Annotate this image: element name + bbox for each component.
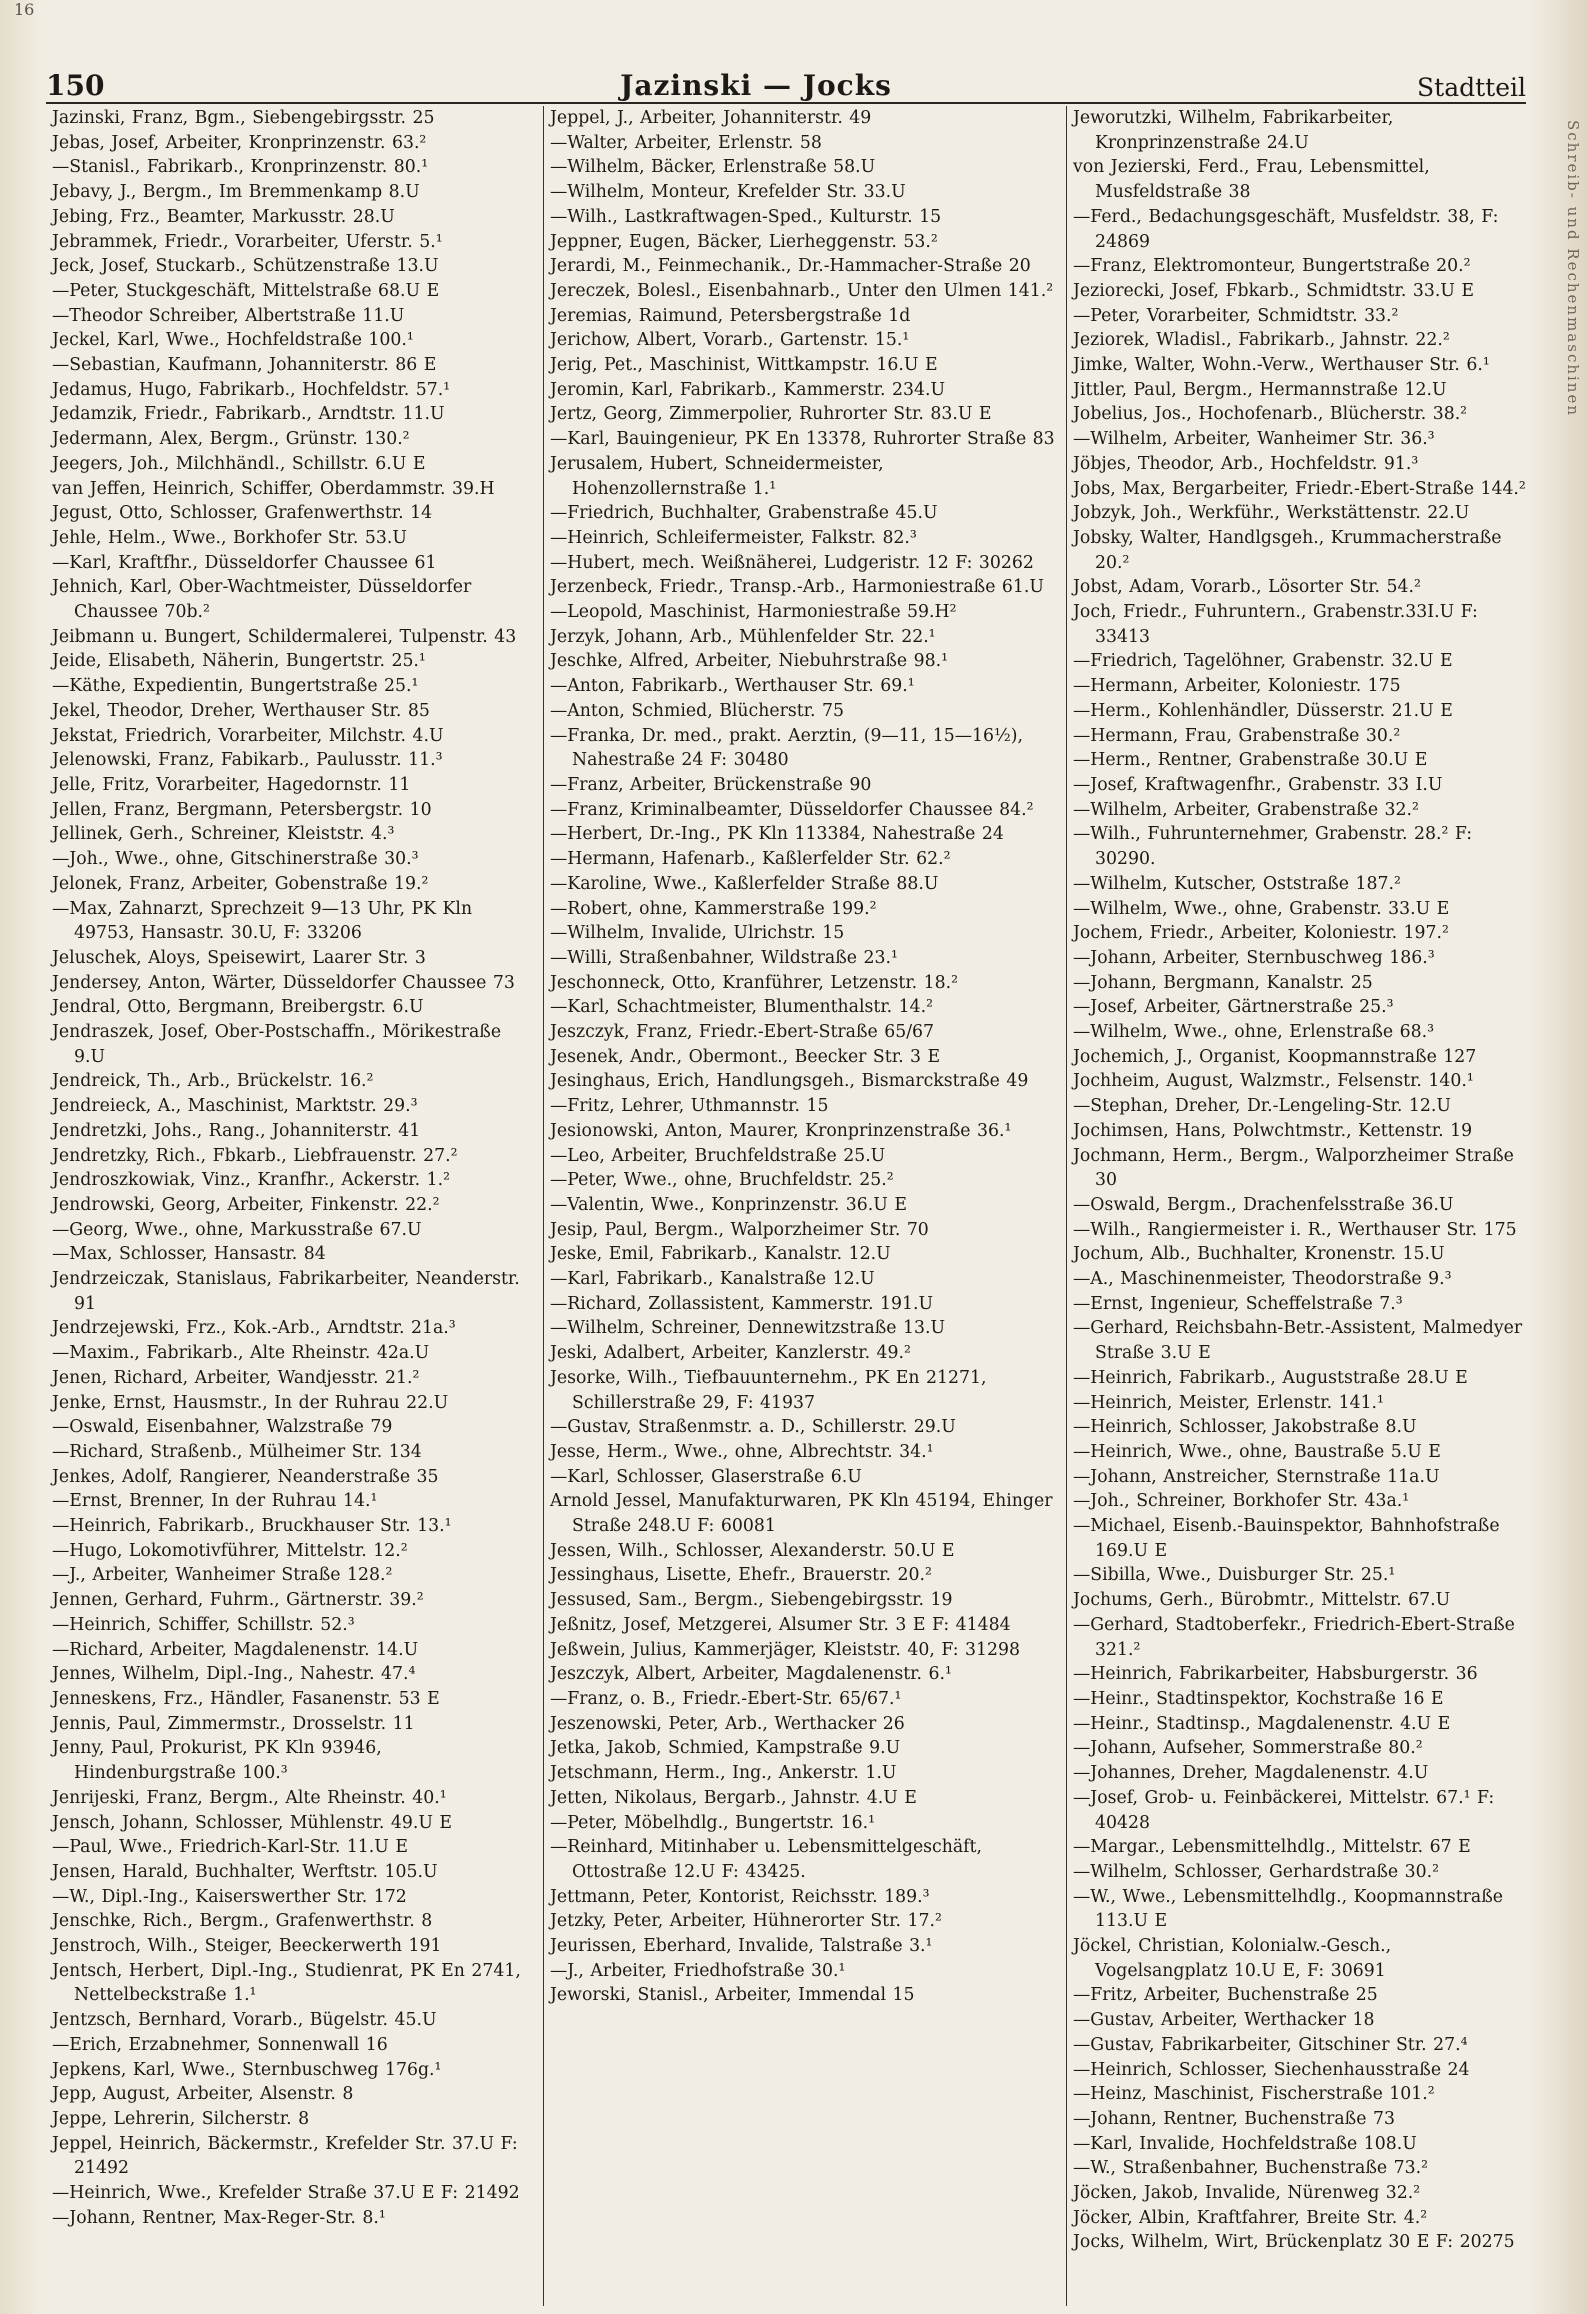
directory-entry: Jochmann, Herm., Bergm., Walporzheimer Straße 30 (1073, 1145, 1514, 1191)
column-right (1066, 106, 1536, 2306)
directory-entry: Jeremias, Raimund, Petersbergstraße 1d (550, 305, 911, 326)
directory-entry: —Friedrich, Buchhalter, Grabenstraße 45.U (550, 503, 938, 524)
section-label: Stadtteil (1417, 73, 1526, 102)
directory-entry: Jessinghaus, Lisette, Ehefr., Brauerstr. 20.² (550, 1565, 932, 1586)
directory-entry: Jegust, Otto, Schlosser, Grafenwerthstr. 14 (52, 503, 433, 524)
page-header (46, 62, 1526, 104)
directory-entry: —Theodor Schreiber, Albertstraße 11.U (52, 305, 405, 326)
directory-entry: Jereczek, Bolesl., Eisenbahnarb., Unter den Ulmen 141.² (550, 280, 1054, 301)
directory-entry: Jerichow, Albert, Vorarb., Gartenstr. 15.¹ (550, 330, 910, 351)
directory-entry: Jendretzky, Rich., Fbkarb., Liebfrauenstr. 27.² (52, 1145, 458, 1166)
directory-entry: Jeszczyk, Albert, Arbeiter, Magdalenenstr. 6.¹ (550, 1664, 952, 1685)
directory-entry: —Johann, Anstreicher, Sternstraße 11a.U (1073, 1466, 1440, 1487)
directory-entry: Jöbjes, Theodor, Arb., Hochfeldstr. 91.³ (1073, 453, 1419, 474)
directory-entry: —Käthe, Expedientin, Bungertstraße 25.¹ (52, 676, 419, 697)
directory-entry: van Jeffen, Heinrich, Schiffer, Oberdammstr. 39.H (52, 478, 495, 499)
directory-entry: —Gustav, Arbeiter, Werthacker 18 (1073, 2010, 1375, 2031)
directory-entry: Jeschke, Alfred, Arbeiter, Niebuhrstraße 98.¹ (550, 651, 949, 672)
directory-entry: —Franz, Kriminalbeamter, Düsseldorfer Chaussee 84.² (550, 799, 1034, 820)
directory-entry: Jeckel, Karl, Wwe., Hochfeldstraße 100.¹ (52, 330, 414, 351)
directory-entry: Jeide, Elisabeth, Näherin, Bungertstr. 25.¹ (52, 651, 426, 672)
directory-entry: Jeck, Josef, Stuckarb., Schützenstraße 13.U (52, 256, 439, 277)
directory-entry: Jobsky, Walter, Handlgsgeh., Krummacherstraße 20.² (1073, 527, 1502, 573)
directory-entry: —Johann, Rentner, Buchenstraße 73 (1073, 2108, 1395, 2129)
directory-entry: Jeworski, Stanisl., Arbeiter, Immendal 15 (550, 1985, 915, 2006)
directory-entry: —Heinrich, Schlosser, Jakobstraße 8.U (1073, 1417, 1417, 1438)
directory-entry: Jöcker, Albin, Kraftfahrer, Breite Str. 4.² (1073, 2207, 1428, 2228)
directory-entry: Jochem, Friedr., Arbeiter, Koloniestr. 197.² (1073, 923, 1449, 944)
directory-entry: —Franz, o. B., Friedr.-Ebert-Str. 65/67.¹ (550, 1689, 902, 1709)
directory-entry: Jetten, Nikolaus, Bergarb., Jahnstr. 4.U E (550, 1787, 917, 1808)
directory-entry: Jendrzeiczak, Stanislaus, Fabrikarbeiter, Neanderstr. 91 (52, 1269, 520, 1314)
directory-entry: —Heinrich, Meister, Erlenstr. 141.¹ (1073, 1392, 1384, 1413)
directory-entry: —W., Wwe., Lebensmittelhdlg., Koopmannstraße 113.U E (1073, 1886, 1503, 1932)
directory-entry: Jehnich, Karl, Ober-Wachtmeister, Düsseldorfer Chaussee 70b.² (52, 577, 472, 623)
directory-entry: Jeziorek, Wladisl., Fabrikarb., Jahnstr. 22.² (1073, 330, 1450, 351)
directory-entry: —Maxim., Fabrikarb., Alte Rheinstr. 42a.U (52, 1343, 430, 1364)
directory-entry: —Gustav, Fabrikarbeiter, Gitschiner Str. 27.⁴ (1073, 2034, 1468, 2055)
directory-entry: Jeworutzki, Wilhelm, Fabrikarbeiter, Kronprinzenstraße 24.U (1073, 108, 1394, 153)
directory-entry: Jendraszek, Josef, Ober-Postschaffn., Mörikestraße 9.U (52, 1022, 502, 1067)
directory-entry: Jessused, Sam., Bergm., Siebengebirgsstr. 19 (550, 1590, 953, 1611)
directory-entry: —Joh., Wwe., ohne, Gitschinerstraße 30.³ (52, 849, 419, 870)
directory-entry: —Hubert, mech. Weißnäherei, Ludgeristr. 12 F: 30262 (550, 552, 1034, 573)
directory-entry: —Karl, Kraftfhr., Düsseldorfer Chaussee 61 (52, 552, 437, 573)
directory-entry: —Willi, Straßenbahner, Wildstraße 23.¹ (550, 947, 898, 968)
directory-entry: Jessen, Wilh., Schlosser, Alexanderstr. 50.U E (550, 1540, 955, 1561)
directory-entry: —Georg, Wwe., ohne, Markusstraße 67.U (52, 1219, 422, 1240)
directory-entry: —Johann, Aufseher, Sommerstraße 80.² (1073, 1738, 1423, 1759)
directory-entry: —Herbert, Dr.-Ing., PK Kln 113384, Nahestraße 24 (550, 824, 1004, 845)
column-middle (543, 106, 1066, 2306)
directory-entry: Jenneskens, Frz., Händler, Fasanenstr. 53 E (52, 1689, 440, 1709)
directory-entry: Jeibmann u. Bungert, Schildermalerei, Tulpenstr. 43 (52, 626, 517, 647)
directory-entry: Jeski, Adalbert, Arbeiter, Kanzlerstr. 49.² (550, 1343, 911, 1364)
directory-entry: —Heinrich, Schlosser, Siechenhausstraße 24 (1073, 2059, 1470, 2080)
directory-entry: —Hermann, Hafenarb., Kaßlerfelder Str. 62.² (550, 849, 951, 870)
directory-entry: Jehle, Helm., Wwe., Borkhofer Str. 53.U (52, 527, 407, 548)
directory-entry: —Stanisl., Fabrikarb., Kronprinzenstr. 80.¹ (52, 157, 429, 178)
directory-entry: Jentzsch, Bernhard, Vorarb., Bügelstr. 45.U (52, 2010, 437, 2031)
directory-entry: —Johann, Arbeiter, Sternbuschweg 186.³ (1073, 947, 1435, 968)
directory-entry: —J., Arbeiter, Friedhofstraße 30.¹ (550, 1960, 846, 1981)
directory-entry: Jellinek, Gerh., Schreiner, Kleiststr. 4.³ (52, 824, 395, 845)
directory-entry: Jochimsen, Hans, Polwchtmstr., Kettenstr. 19 (1073, 1120, 1473, 1141)
directory-entry: Jeluschek, Aloys, Speisewirt, Laarer Str. 3 (52, 947, 426, 968)
directory-entry: Jobs, Max, Bergarbeiter, Friedr.-Ebert-Straße 144.² (1073, 478, 1526, 499)
directory-entry: Jebrammek, Friedr., Vorarbeiter, Uferstr. 5.¹ (52, 231, 443, 252)
directory-entry: Jeziorecki, Josef, Fbkarb., Schmidtstr. 33.U E (1073, 280, 1475, 301)
directory-entry: Jenny, Paul, Prokurist, PK Kln 93946, Hindenburgstraße 100.³ (52, 1738, 382, 1784)
directory-entry: —Karl, Schlosser, Glaserstraße 6.U (550, 1466, 862, 1487)
directory-entry: —Richard, Arbeiter, Magdalenenstr. 14.U (52, 1639, 419, 1660)
directory-entry: —Leopold, Maschinist, Harmoniestraße 59.H² (550, 602, 957, 623)
directory-entry: von Jezierski, Ferd., Frau, Lebensmittel, Musfeldstraße 38 (1073, 157, 1430, 203)
directory-entry: Jelle, Fritz, Vorarbeiter, Hagedornstr. 11 (52, 774, 411, 795)
directory-entry: Jeßnitz, Josef, Metzgerei, Alsumer Str. 3 E F: 41484 (550, 1614, 1011, 1635)
directory-entry: —Anton, Schmied, Blücherstr. 75 (550, 700, 844, 721)
directory-entry: Jendrzejewski, Frz., Kok.-Arb., Arndtstr. 21a.³ (52, 1318, 456, 1339)
directory-entry: Jochheim, August, Walzmstr., Felsenstr. 140.¹ (1073, 1071, 1474, 1092)
directory-columns (46, 106, 1536, 2306)
directory-entry: Jetschmann, Herm., Ing., Ankerstr. 1.U (550, 1763, 897, 1784)
directory-entry: —Sibilla, Wwe., Duisburger Str. 25.¹ (1073, 1565, 1396, 1586)
directory-entry: Jetka, Jakob, Schmied, Kampstraße 9.U (550, 1738, 901, 1759)
directory-entry: Jensen, Harald, Buchhalter, Werftstr. 105.U (52, 1861, 438, 1882)
directory-entry: Jenke, Ernst, Hausmstr., In der Ruhrau 22.U (52, 1392, 449, 1413)
directory-entry: —Karl, Fabrikarb., Kanalstraße 12.U (550, 1269, 875, 1290)
directory-entry: Jenschke, Rich., Bergm., Grafenwerthstr. 8 (52, 1911, 433, 1932)
directory-entry: Jepp, August, Arbeiter, Alsenstr. 8 (52, 2084, 354, 2105)
directory-entry: —Johann, Rentner, Max-Reger-Str. 8.¹ (52, 2207, 386, 2228)
directory-entry: —Gustav, Straßenmstr. a. D., Schillerstr. 29.U (550, 1417, 956, 1438)
directory-entry: —Wilhelm, Invalide, Ulrichstr. 15 (550, 923, 845, 944)
directory-entry: Jöcken, Jakob, Invalide, Nürenweg 32.² (1073, 2183, 1421, 2204)
directory-entry: —Anton, Fabrikarb., Werthauser Str. 69.¹ (550, 676, 915, 697)
directory-entry: Jeromin, Karl, Fabrikarb., Kammerstr. 234.U (550, 379, 946, 400)
directory-entry: —Heinrich, Fabrikarb., Bruckhauser Str. 13.¹ (52, 1516, 452, 1537)
directory-entry: Jesenek, Andr., Obermont., Beecker Str. 3 E (550, 1046, 941, 1067)
page-edge-print: Schreib- und Rechenmaschinen (1564, 120, 1582, 418)
directory-entry: —Fritz, Arbeiter, Buchenstraße 25 (1073, 1985, 1378, 2006)
directory-entry: Jeppel, J., Arbeiter, Johanniterstr. 49 (550, 108, 872, 128)
directory-entry: —Gerhard, Stadtoberfekr., Friedrich-Ebert-Straße 321.² (1073, 1614, 1515, 1660)
directory-entry: —Johannes, Dreher, Magdalenenstr. 4.U (1073, 1763, 1429, 1784)
directory-entry: Jendretzki, Johs., Rang., Johanniterstr. 41 (52, 1120, 421, 1141)
directory-entry: Jertz, Georg, Zimmerpolier, Ruhrorter Str. 83.U E (550, 404, 992, 425)
directory-entry: Jeszczyk, Franz, Friedr.-Ebert-Straße 65/67 (550, 1022, 935, 1043)
directory-entry: —Gerhard, Reichsbahn-Betr.-Assistent, Malmedyer Straße 3.U E (1073, 1318, 1523, 1364)
directory-entry: —Hermann, Frau, Grabenstraße 30.² (1073, 725, 1401, 746)
directory-entry: Jochums, Gerh., Bürobmtr., Mittelstr. 67.U (1073, 1590, 1451, 1611)
directory-entry: Jenen, Richard, Arbeiter, Wandjesstr. 21.² (52, 1367, 420, 1388)
directory-entry: Jerusalem, Hubert, Schneidermeister, Hohenzollernstraße 1.¹ (550, 453, 884, 499)
directory-entry: Jendersey, Anton, Wärter, Düsseldorfer Chaussee 73 (52, 972, 515, 993)
directory-entry: Jobelius, Jos., Hochofenarb., Blücherstr. 38.² (1073, 404, 1468, 425)
directory-entry: Jerardi, M., Feinmechanik., Dr.-Hammacher-Straße 20 (550, 256, 1031, 277)
directory-entry: —Heinrich, Wwe., ohne, Baustraße 5.U E (1073, 1441, 1441, 1462)
directory-entry: Jepkens, Karl, Wwe., Sternbuschweg 176g.¹ (52, 2059, 442, 2080)
directory-entry: —Reinhard, Mitinhaber u. Lebensmittelgeschäft, Ottostraße 12.U F: 43425. (550, 1837, 982, 1882)
directory-entry: Jennis, Paul, Zimmermstr., Drosselstr. 11 (52, 1713, 415, 1734)
directory-entry: Jendrowski, Georg, Arbeiter, Finkenstr. 22.² (52, 1194, 440, 1215)
page-corner-mark: 16 (14, 0, 35, 19)
directory-entry: —Wilh., Fuhrunternehmer, Grabenstr. 28.² F: 30290. (1073, 824, 1473, 870)
directory-entry: —Fritz, Lehrer, Uthmannstr. 15 (550, 1096, 829, 1117)
directory-entry: Jeßwein, Julius, Kammerjäger, Kleiststr. 40, F: 31298 (550, 1639, 1021, 1660)
directory-entry: Jeske, Emil, Fabrikarb., Kanalstr. 12.U (550, 1244, 891, 1265)
directory-entry: —Josef, Grob- u. Feinbäckerei, Mittelstr. 67.¹ F: 40428 (1073, 1787, 1495, 1833)
directory-entry: —Wilhelm, Wwe., ohne, Erlenstraße 68.³ (1073, 1022, 1434, 1043)
directory-entry: —Hugo, Lokomotivführer, Mittelstr. 12.² (52, 1540, 408, 1561)
directory-entry: —Heinrich, Schleifermeister, Falkstr. 82.³ (550, 527, 917, 548)
directory-entry: —Wilh., Lastkraftwagen-Sped., Kulturstr. 15 (550, 206, 942, 227)
directory-entry: —A., Maschinenmeister, Theodorstraße 9.³ (1073, 1269, 1452, 1290)
directory-entry: Jendroszkowiak, Vinz., Kranfhr., Ackerstr. 1.² (52, 1170, 451, 1191)
directory-entry: —Richard, Zollassistent, Kammerstr. 191.U (550, 1293, 934, 1314)
directory-entry: —Walter, Arbeiter, Erlenstr. 58 (550, 132, 822, 153)
directory-entry: Jennes, Wilhelm, Dipl.-Ing., Nahestr. 47.⁴ (52, 1664, 416, 1685)
directory-entry: Jendreieck, A., Maschinist, Marktstr. 29.³ (52, 1096, 418, 1117)
directory-entry: —Wilhelm, Monteur, Krefelder Str. 33.U (550, 182, 906, 203)
directory-entry: Jentsch, Herbert, Dipl.-Ing., Studienrat, PK En 2741, Nettelbeckstraße 1.¹ (52, 1960, 521, 2006)
directory-entry: —Heinrich, Fabrikarbeiter, Habsburgerstr. 36 (1073, 1664, 1478, 1685)
directory-entry: —Valentin, Wwe., Konprinzenstr. 36.U E (550, 1194, 907, 1215)
directory-entry: Arnold Jessel, Manufakturwaren, PK Kln 45194, Ehinger Straße 248.U F: 60081 (550, 1491, 1053, 1537)
directory-entry: Jittler, Paul, Bergm., Hermannstraße 12.U (1073, 379, 1447, 400)
directory-entry: —Peter, Stuckgeschäft, Mittelstraße 68.U E (52, 280, 440, 301)
directory-entry: —Sebastian, Kaufmann, Johanniterstr. 86 E (52, 355, 437, 376)
directory-entry: Jesinghaus, Erich, Handlungsgeh., Bismarckstraße 49 (550, 1071, 1029, 1092)
directory-entry: Jelenowski, Franz, Fabikarb., Paulusstr. 11.³ (52, 750, 443, 771)
directory-entry: —Michael, Eisenb.-Bauinspektor, Bahnhofstraße 169.U E (1073, 1516, 1500, 1561)
directory-entry: Jekstat, Friedrich, Vorarbeiter, Milchstr. 4.U (52, 725, 444, 746)
directory-entry: —Richard, Straßenb., Mülheimer Str. 134 (52, 1441, 422, 1462)
directory-entry: —Max, Schlosser, Hansastr. 84 (52, 1244, 326, 1265)
directory-entry: Jesorke, Wilh., Tiefbauunternehm., PK En 21271, Schillerstraße 29, F: 41937 (550, 1367, 987, 1413)
directory-entry: Jenstroch, Wilh., Steiger, Beeckerwerth 191 (52, 1936, 442, 1957)
directory-entry: —W., Straßenbahner, Buchenstraße 73.² (1073, 2158, 1428, 2179)
directory-entry: Jenkes, Adolf, Rangierer, Neanderstraße 35 (52, 1466, 439, 1487)
directory-entry: —Franka, Dr. med., prakt. Aerztin, (9—11, 15—16½), Nahestraße 24 F: 30480 (550, 725, 1024, 771)
directory-entry: Jeegers, Joh., Milchhändl., Schillstr. 6.U E (52, 453, 426, 474)
directory-entry: —Ferd., Bedachungsgeschäft, Musfeldstr. 38, F: 24869 (1073, 206, 1499, 252)
directory-entry: —Hermann, Arbeiter, Koloniestr. 175 (1073, 676, 1401, 697)
directory-entry: Jellen, Franz, Bergmann, Petersbergstr. 10 (52, 799, 432, 820)
directory-entry: —Karl, Invalide, Hochfeldstraße 108.U (1073, 2133, 1417, 2154)
directory-entry: —Oswald, Bergm., Drachenfelsstraße 36.U (1073, 1194, 1454, 1215)
directory-entry: Jeppner, Eugen, Bäcker, Lierheggenstr. 53.² (550, 231, 938, 252)
directory-entry: —Franz, Elektromonteur, Bungertstraße 20.² (1073, 256, 1471, 277)
directory-entry: Jesse, Herm., Wwe., ohne, Albrechtstr. 34.¹ (550, 1441, 934, 1462)
directory-entry: —Heinr., Stadtinsp., Magdalenenstr. 4.U E (1073, 1713, 1451, 1734)
directory-entry: —Peter, Vorarbeiter, Schmidtstr. 33.² (1073, 305, 1399, 326)
directory-entry: —Oswald, Eisenbahner, Walzstraße 79 (52, 1417, 393, 1438)
directory-entry: —Heinrich, Wwe., Krefelder Straße 37.U E F: 21492 (52, 2183, 520, 2204)
directory-entry: —Wilhelm, Arbeiter, Wanheimer Str. 36.³ (1073, 429, 1435, 450)
directory-entry: Joch, Friedr., Fuhruntern., Grabenstr.33I.U F: 33413 (1073, 602, 1478, 647)
directory-entry: —Wilhelm, Wwe., ohne, Grabenstr. 33.U E (1073, 898, 1450, 919)
directory-entry: Jerig, Pet., Maschinist, Wittkampstr. 16.U E (550, 355, 938, 376)
directory-entry: Jöckel, Christian, Kolonialw.-Gesch., Vogelsangplatz 10.U E, F: 30691 (1073, 1936, 1392, 1981)
directory-entry: —Peter, Wwe., ohne, Bruchfeldstr. 25.² (550, 1170, 894, 1191)
directory-entry: Jebas, Josef, Arbeiter, Kronprinzenstr. 63.² (52, 132, 427, 153)
directory-entry: Jeppe, Lehrerin, Silcherstr. 8 (52, 2108, 310, 2129)
directory-entry: —Wilhelm, Schreiner, Dennewitzstraße 13.U (550, 1318, 946, 1339)
directory-entry: Jebavy, J., Bergm., Im Bremmenkamp 8.U (52, 182, 420, 203)
directory-entry: —Robert, ohne, Kammerstraße 199.² (550, 898, 877, 919)
directory-entry: Jennen, Gerhard, Fuhrm., Gärtnerstr. 39.² (52, 1590, 424, 1611)
directory-entry: Jimke, Walter, Wohn.-Verw., Werthauser Str. 6.¹ (1073, 355, 1490, 376)
directory-entry: —W., Dipl.-Ing., Kaiserswerther Str. 172 (52, 1886, 407, 1907)
directory-entry: —Friedrich, Tagelöhner, Grabenstr. 32.U E (1073, 651, 1453, 672)
directory-entry: Jenrijeski, Franz, Bergm., Alte Rheinstr. 40.¹ (52, 1787, 447, 1808)
directory-entry: —Franz, Arbeiter, Brückenstraße 90 (550, 774, 872, 795)
directory-entry: —Joh., Schreiner, Borkhofer Str. 43a.¹ (1073, 1491, 1410, 1512)
directory-entry: —Erich, Erzabnehmer, Sonnenwall 16 (52, 2034, 388, 2055)
directory-entry: —Wilhelm, Kutscher, Oststraße 187.² (1073, 873, 1401, 894)
directory-entry: Jerzyk, Johann, Arb., Mühlenfelder Str. 22.¹ (550, 626, 936, 647)
directory-entry: —Wilhelm, Schlosser, Gerhardstraße 30.² (1073, 1861, 1440, 1882)
column-left (46, 106, 543, 2306)
directory-entry: —Karl, Bauingenieur, PK En 13378, Ruhrorter Straße 83 (550, 429, 1055, 450)
directory-entry: Jedamus, Hugo, Fabrikarb., Hochfeldstr. 57.¹ (52, 379, 451, 400)
directory-entry: —Heinrich, Fabrikarb., Auguststraße 28.U E (1073, 1367, 1468, 1388)
directory-entry: Jedermann, Alex, Bergm., Grünstr. 130.² (52, 429, 410, 450)
directory-entry: —Peter, Möbelhdlg., Bungertstr. 16.¹ (550, 1812, 876, 1833)
directory-entry: Jelonek, Franz, Arbeiter, Gobenstraße 19.² (52, 873, 429, 894)
directory-entry: —Ernst, Ingenieur, Scheffelstraße 7.³ (1073, 1293, 1403, 1314)
directory-entry: Jebing, Frz., Beamter, Markusstr. 28.U (52, 206, 395, 227)
page-number: 150 (46, 69, 105, 102)
directory-entry: —J., Arbeiter, Wanheimer Straße 128.² (52, 1565, 393, 1586)
directory-entry: —Karoline, Wwe., Kaßlerfelder Straße 88.U (550, 873, 939, 894)
directory-entry: —Herm., Rentner, Grabenstraße 30.U E (1073, 750, 1428, 771)
directory-entry: Jeschonneck, Otto, Kranführer, Letzenstr. 18.² (550, 972, 959, 993)
directory-entry: Jerzenbeck, Friedr., Transp.-Arb., Harmoniestraße 61.U (550, 577, 1044, 598)
directory-entry: Jobst, Adam, Vorarb., Lösorter Str. 54.² (1073, 577, 1421, 598)
directory-entry: —Heinr., Stadtinspektor, Kochstraße 16 E (1073, 1689, 1444, 1709)
directory-entry: —Johann, Bergmann, Kanalstr. 25 (1073, 972, 1373, 993)
directory-entry: —Karl, Schachtmeister, Blumenthalstr. 14.² (550, 997, 934, 1018)
directory-entry: —Wilhelm, Bäcker, Erlenstraße 58.U (550, 157, 876, 178)
directory-entry: Jeurissen, Eberhard, Invalide, Talstraße 3.¹ (550, 1936, 933, 1957)
directory-entry: Jochemich, J., Organist, Koopmannstraße 127 (1073, 1046, 1477, 1067)
directory-entry: —Wilh., Rangiermeister i. R., Werthauser Str. 175 (1073, 1219, 1517, 1240)
directory-entry: —Herm., Kohlenhändler, Düsserstr. 21.U E (1073, 700, 1453, 721)
directory-entry: Jocks, Wilhelm, Wirt, Brückenplatz 30 E F: 20275 (1073, 2232, 1515, 2253)
directory-entry: Jettmann, Peter, Kontorist, Reichsstr. 189.³ (550, 1886, 930, 1907)
directory-entry: —Heinz, Maschinist, Fischerstraße 101.² (1073, 2084, 1435, 2105)
directory-entry: Jetzky, Peter, Arbeiter, Hühnerorter Str. 17.² (550, 1911, 942, 1932)
page-title: Jazinski — Jocks (620, 69, 892, 102)
directory-entry: —Max, Zahnarzt, Sprechzeit 9—13 Uhr, PK Kln 49753, Hansastr. 30.U, F: 33206 (52, 898, 473, 944)
directory-entry: Jeppel, Heinrich, Bäckermstr., Krefelder Str. 37.U F: 21492 (52, 2133, 518, 2179)
directory-entry: —Stephan, Dreher, Dr.-Lengeling-Str. 12.U (1073, 1096, 1451, 1117)
directory-entry: Jedamzik, Friedr., Fabrikarb., Arndtstr. 11.U (52, 404, 445, 425)
directory-entry: Jesip, Paul, Bergm., Walporzheimer Str. 70 (550, 1219, 929, 1240)
directory-entry: —Josef, Kraftwagenfhr., Grabenstr. 33 I.U (1073, 774, 1443, 795)
directory-entry: —Paul, Wwe., Friedrich-Karl-Str. 11.U E (52, 1837, 408, 1858)
directory-entry: Jesionowski, Anton, Maurer, Kronprinzenstraße 36.¹ (550, 1120, 1012, 1141)
directory-entry: —Josef, Arbeiter, Gärtnerstraße 25.³ (1073, 997, 1394, 1018)
directory-entry: Jochum, Alb., Buchhalter, Kronenstr. 15.U (1073, 1244, 1445, 1265)
directory-entry: Jobzyk, Joh., Werkführ., Werkstättenstr. 22.U (1073, 503, 1470, 524)
directory-entry: Jendreick, Th., Arb., Brückelstr. 16.² (52, 1071, 374, 1092)
directory-entry: Jeszenowski, Peter, Arb., Werthacker 26 (550, 1713, 905, 1734)
directory-entry: Jazinski, Franz, Bgm., Siebengebirgsstr. 25 (52, 108, 435, 128)
directory-entry: Jensch, Johann, Schlosser, Mühlenstr. 49.U E (52, 1812, 453, 1833)
directory-entry: —Wilhelm, Arbeiter, Grabenstraße 32.² (1073, 799, 1419, 820)
directory-entry: —Ernst, Brenner, In der Ruhrau 14.¹ (52, 1491, 378, 1512)
directory-entry: —Leo, Arbeiter, Bruchfeldstraße 25.U (550, 1145, 886, 1166)
directory-entry: Jekel, Theodor, Dreher, Werthauser Str. 85 (52, 700, 430, 721)
directory-entry: —Heinrich, Schiffer, Schillstr. 52.³ (52, 1614, 355, 1635)
directory-entry: Jendral, Otto, Bergmann, Breibergstr. 6.U (52, 997, 424, 1018)
directory-entry: —Margar., Lebensmittelhdlg., Mittelstr. 67 E (1073, 1837, 1471, 1858)
